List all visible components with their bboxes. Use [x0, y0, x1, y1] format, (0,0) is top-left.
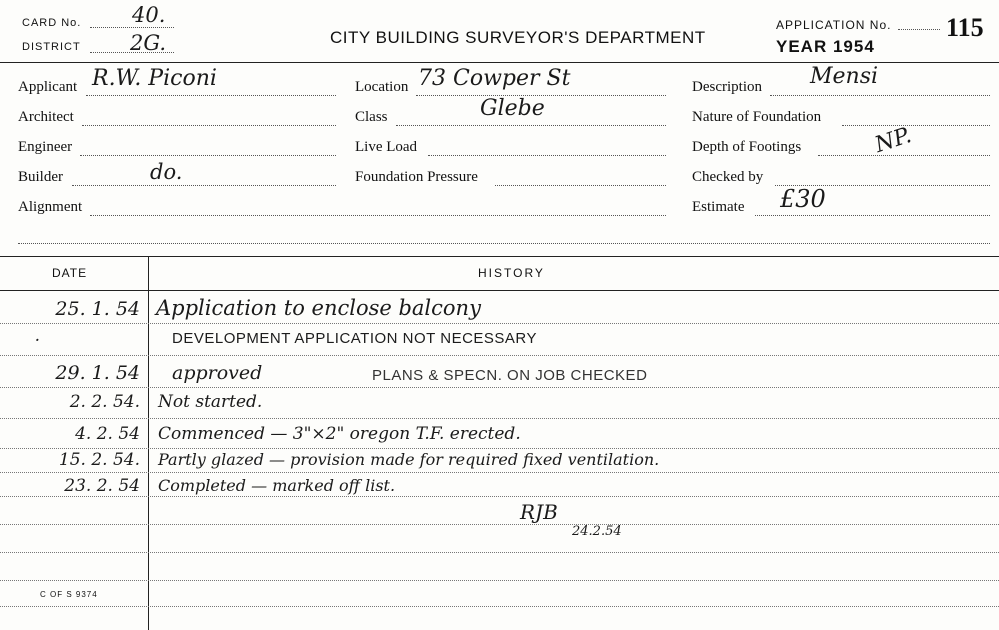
date-column-divider: [148, 256, 149, 630]
history-column-header: HISTORY: [478, 266, 545, 280]
applicant-value: R.W. Piconi: [92, 66, 217, 91]
application-no-line: [898, 29, 940, 30]
history-date: 29. 1. 54: [55, 362, 140, 384]
table-top-border: [0, 256, 999, 257]
builder-value: do.: [150, 160, 183, 184]
card-no-label: CARD No.: [22, 17, 82, 29]
nature-of-foundation-label: Nature of Foundation: [692, 109, 822, 125]
history-entry: Commenced — 3"×2" oregon T.F. erected.: [158, 424, 521, 444]
history-entry: Completed — marked off list.: [158, 476, 396, 495]
live-load-label: Live Load: [355, 139, 418, 155]
history-date: 2. 2. 54.: [69, 392, 140, 412]
description-label: Description: [692, 79, 762, 95]
row-line: [0, 448, 999, 449]
estimate-line: [755, 215, 990, 216]
description-value: Mensi: [810, 64, 879, 89]
class-label: Class: [355, 109, 388, 125]
live-load-line: [428, 155, 666, 156]
depth-of-footings-value: NP.: [872, 122, 915, 159]
card-no-value: 40.: [132, 3, 166, 27]
blank-field-line: [18, 243, 990, 244]
depth-of-footings-line: [818, 155, 990, 156]
history-entry: approved: [172, 362, 263, 384]
date-column-header: DATE: [52, 266, 88, 280]
depth-of-footings-label: Depth of Footings: [692, 139, 802, 155]
department-title: CITY BUILDING SURVEYOR'S DEPARTMENT: [330, 28, 706, 47]
location-label: Location: [355, 79, 409, 95]
description-line: [770, 95, 990, 96]
foundation-pressure-label: Foundation Pressure: [355, 169, 478, 185]
history-date: .: [34, 326, 40, 346]
history-entry: Not started.: [158, 392, 263, 412]
builder-line: [72, 185, 336, 186]
row-line: [0, 472, 999, 473]
applicant-line: [86, 95, 336, 96]
location-value: 73 Cowper St: [418, 66, 571, 91]
district-value: 2G.: [130, 31, 167, 55]
history-entry: Application to enclose balcony: [156, 296, 481, 320]
card-no-line: [90, 27, 174, 28]
row-line: [0, 387, 999, 388]
alignment-line: [90, 215, 666, 216]
alignment-label: Alignment: [18, 199, 83, 215]
row-line: [0, 552, 999, 553]
history-date: 4. 2. 54: [75, 424, 140, 444]
estimate-value: £30: [780, 185, 826, 213]
header-divider: [0, 62, 999, 63]
row-line: [0, 524, 999, 525]
checked-by-label: Checked by: [692, 169, 764, 185]
history-entry: Partly glazed — provision made for required fixed ventilation.: [158, 450, 660, 469]
estimate-label: Estimate: [692, 199, 745, 215]
applicant-label: Applicant: [18, 79, 78, 95]
row-line: [0, 580, 999, 581]
history-date: 15. 2. 54.: [58, 450, 140, 470]
foundation-pressure-line: [495, 185, 666, 186]
form-code: C OF S 9374: [40, 590, 98, 599]
row-line: [0, 355, 999, 356]
history-stamp-development: DEVELOPMENT APPLICATION NOT NECESSARY: [172, 330, 537, 347]
nature-of-foundation-line: [842, 125, 990, 126]
history-stamp-checked: PLANS & SPECN. ON JOB CHECKED: [372, 367, 648, 384]
table-header-divider: [0, 290, 999, 291]
inspector-initials-date: 24.2.54: [572, 524, 622, 539]
architect-line: [82, 125, 336, 126]
class-line: [396, 125, 666, 126]
row-line: [0, 418, 999, 419]
class-value: Glebe: [480, 96, 545, 121]
application-no-value: 115: [946, 13, 984, 42]
inspector-initials: RJB: [520, 500, 558, 524]
engineer-line: [80, 155, 336, 156]
history-date: 23. 2. 54: [64, 476, 140, 496]
history-date: 25. 1. 54: [55, 298, 140, 320]
year-label: YEAR 1954: [776, 37, 875, 56]
architect-label: Architect: [18, 109, 74, 125]
engineer-label: Engineer: [18, 139, 73, 155]
row-line: [0, 323, 999, 324]
application-no-label: APPLICATION No.: [776, 18, 892, 32]
row-line: [0, 496, 999, 497]
row-line: [0, 606, 999, 607]
district-label: DISTRICT: [22, 41, 81, 53]
builder-label: Builder: [18, 169, 63, 185]
